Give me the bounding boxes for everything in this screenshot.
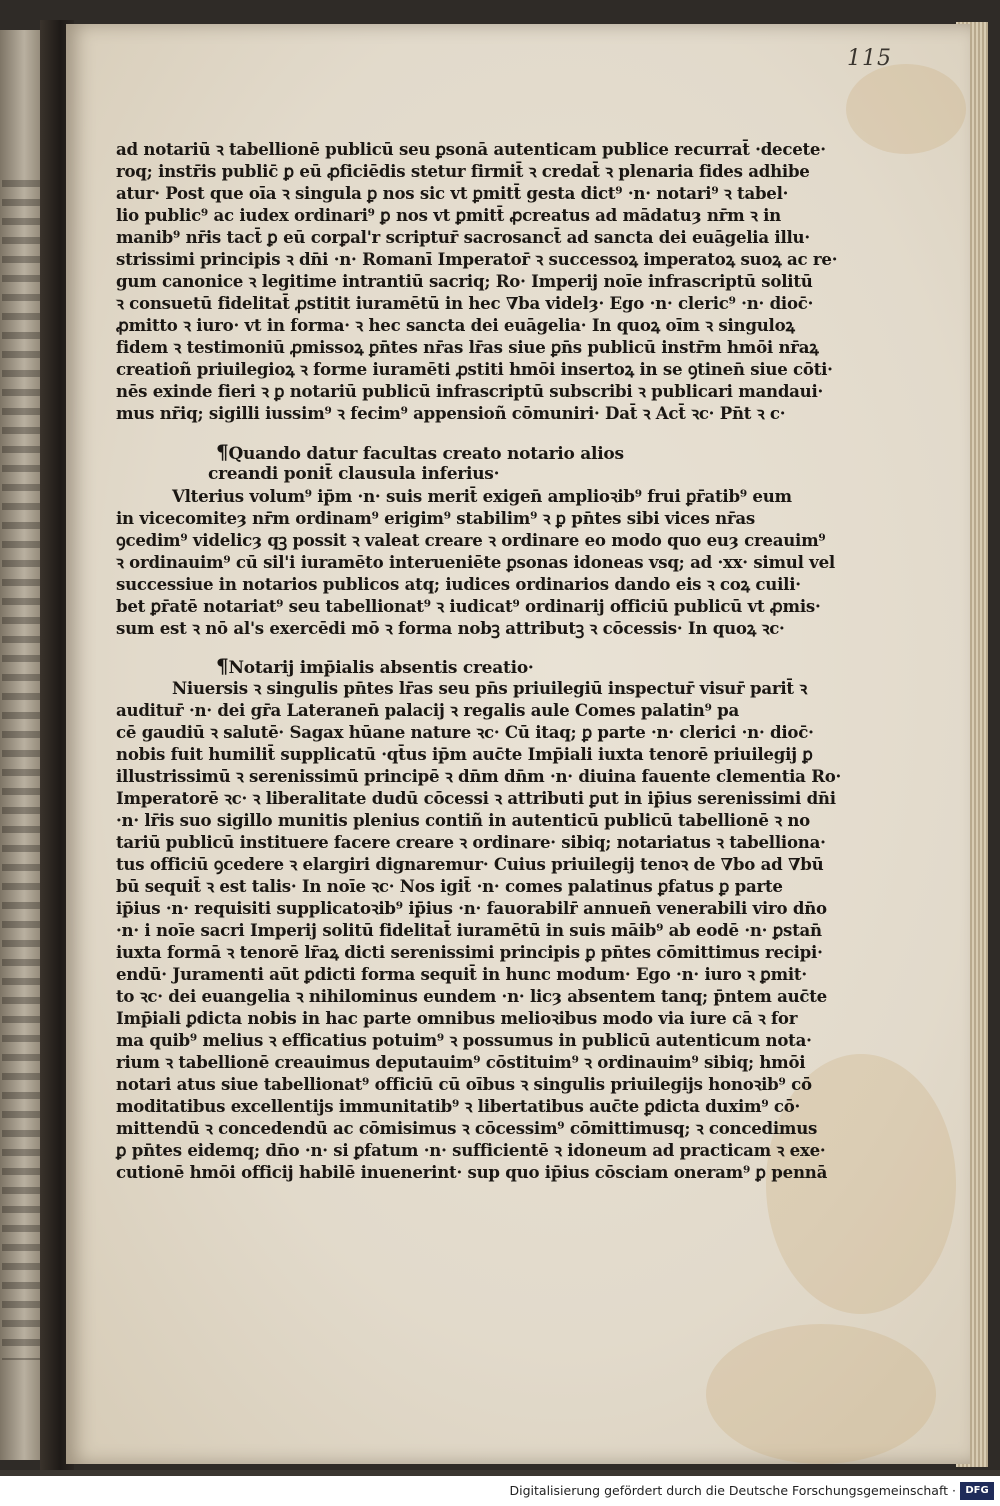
facing-page-edge <box>0 30 44 1460</box>
text-line: ꝓmitto ꝛ iuro· vt in forma· ꝛ hec sancta dei euāgelia· In quoꝝ oīm ꝛ singuloꝝ <box>116 315 795 335</box>
text-line: manib⁹ nr̄is tact̄ ꝑ eū corꝑal'r scriptur̄ sacrosanct̄ ad sancta dei euāgelia illu· <box>116 227 810 247</box>
text-line: mus nr̄iq; sigilli iussim⁹ ꝛ fecim⁹ appensioñ cōmuniri· Dat̄ ꝛ Act̄ ꝛc· Pn̄t ꝛ c· <box>116 403 786 423</box>
text-line: ip̄ius ·n· requisiti supplicatoꝛib⁹ ip̄ius ·n· fauorabilr̄ annuen̄ venerabili viro dn̄o <box>116 898 827 918</box>
section-absent-notary-creation <box>116 654 842 1183</box>
text-line: nobis fuit humilit̄ supplicatū ·qt̄us ip̄m auc̄te Imp̄iali iuxta tenorē priuilegij ꝑ <box>116 744 813 764</box>
text-line: endū· Juramenti aūt ꝑdicti forma sequit̄ in hunc modum· Ego ·n· iuro ꝛ ꝑmit· <box>116 964 807 984</box>
text-line: to ꝛc· dei euangelia ꝛ nihilominus eundem ·n· licȝ absentem tanq; p̄ntem auc̄te <box>116 986 827 1006</box>
pilcrow-icon: ¶ <box>216 440 229 464</box>
heading-text: Notarij imp̄ialis absentis creatio· <box>228 658 534 678</box>
text-line: ꝛ ordinauim⁹ cū sil'i iuramēto interueniēte ꝑsonas idoneas vsq; ad ·xx· simul vel <box>116 552 835 572</box>
text-line: nēs exinde fieri ꝛ ꝑ notariū publicū infrascriptū subscribi ꝛ publicari mandaui· <box>116 381 824 401</box>
section-notary-faculty <box>116 440 835 639</box>
footer-bar <box>0 1476 1000 1506</box>
text-line: Vlterius volum⁹ ip̄m ·n· suis merit̄ exigen̄ amplioꝛib⁹ frui ꝑr̄atib⁹ eum <box>172 486 792 506</box>
text-line: ꝯcedim⁹ videlicȝ qꝫ possit ꝛ valeat creare ꝛ ordinare eo modo quo euȝ creauim⁹ <box>116 530 826 550</box>
text-line: sum est ꝛ nō al's exercēdi mō ꝛ forma nobꝫ attributꝫ ꝛ cōcessis· In quoꝝ ꝛc· <box>116 618 785 638</box>
text-line: ꝛ consuetū fidelitat̄ ꝓstitit iuramētū in hec ∇ba videlȝ· Ego ·n· cleric⁹ ·n· dioc̄· <box>116 293 814 313</box>
text-line: tus officiū ꝯcedere ꝛ elargiri dignaremur· Cuius priuilegij tenoꝛ de ∇bo ad ∇bū <box>116 854 824 874</box>
pilcrow-icon: ¶ <box>216 654 229 678</box>
page-number: 115 <box>847 46 892 71</box>
text-line: roq; instr̄is public̄ ꝑ eū ꝓficiēdis stetur firmit̄ ꝛ credat̄ ꝛ plenaria fides adhibe <box>116 161 810 181</box>
text-line: bū sequit̄ ꝛ est talis· In noīe ꝛc· Nos igit̄ ·n· comes palatinus ꝑfatus ꝑ parte <box>116 876 783 896</box>
text-line: Niuersis ꝛ singulis pn̄tes lr̄as seu pn̄s priuilegiū inspectur̄ visur̄ parit̄ ꝛ <box>172 678 807 698</box>
text-line: Imp̄iali ꝑdicta nobis in hac parte omnibus melioꝛibus modo via iure cā ꝛ for <box>116 1008 798 1028</box>
text-line: illustrissimū ꝛ serenissimū principē ꝛ dn̄m dn̄m ·n· diuina fauente clementia Ro· <box>116 766 842 786</box>
text-line: lio public⁹ ac iudex ordinari⁹ ꝑ nos vt ꝑmitt̄ ꝓcreatus ad mādatuȝ nr̄m ꝛ in <box>116 205 781 225</box>
text-line: ꝑ pn̄tes eidemq; dn̄o ·n· si ꝑfatum ·n· sufficientē ꝛ idoneum ad practicam ꝛ exe· <box>116 1140 826 1160</box>
text-line: fidem ꝛ testimoniū ꝓmissoꝝ ꝑn̄tes nr̄as lr̄as siue ꝑn̄s publicū instr̄m hmōi nr̄aꝝ <box>116 337 819 357</box>
text-line: ·n· i noīe sacri Imperij solitū fidelitat̄ iuramētū in suis māib⁹ ab eodē ·n· ꝑstan̄ <box>116 920 822 940</box>
heading-text: creandi ponit̄ clausula inferius· <box>208 464 500 484</box>
text-line: ad notariū ꝛ tabellionē publicū seu ꝑsonā autenticam publice recurrat̄ ·decete· <box>116 139 826 159</box>
text-line: cutionē hmōi officij habilē inuenerint· sup quo ip̄ius cōsciam oneram⁹ ꝑ pennā <box>116 1162 828 1182</box>
text-line: rium ꝛ tabellionē creauimus deputauim⁹ cōstituim⁹ ꝛ ordinauim⁹ sibiq; hmōi <box>116 1052 806 1072</box>
text-line: strissimi principis ꝛ dn̄i ·n· Romanī Imperator̄ ꝛ successoꝝ imperatoꝝ suoꝝ ac re· <box>116 249 838 269</box>
text-line: tariū publicū instituere facere creare ꝛ ordinare· sibiq; notariatus ꝛ tabelliona· <box>116 832 826 852</box>
text-line: mittendū ꝛ concedendū ac cōmisimus ꝛ cōcessim⁹ cōmittimusq; ꝛ concedimus <box>116 1118 818 1138</box>
text-line: cē gaudiū ꝛ salutē· Sagax hūane nature ꝛc· Cū itaq; ꝑ parte ·n· clerici ·n· dioc̄· <box>116 722 814 742</box>
funding-notice: Digitalisierung gefördert durch die Deutsche Forschungsgemeinschaft · <box>509 1483 956 1498</box>
text-line: ma quib⁹ melius ꝛ efficatius potuim⁹ ꝛ possumus in publicū autenticum nota· <box>116 1030 812 1050</box>
text-line: creatioñ priuilegioꝝ ꝛ forme iuramēti ꝓstiti hmōi insertoꝝ in se ꝯtinen̄ siue cōti· <box>116 359 833 379</box>
text-line: iuxta formā ꝛ tenorē lr̄aꝝ dicti serenissimi principis ꝑ pn̄tes cōmittimus recipi· <box>116 942 823 962</box>
section-heading-line <box>116 655 766 677</box>
text-line: gum canonice ꝛ legitime intrantiū sacriq; Ro· Imperij noīe infrascriptū solitū <box>116 271 813 291</box>
text-line: in vicecomiteȝ nr̄m ordinam⁹ erigim⁹ stabilim⁹ ꝛ ꝑ pn̄tes sibi vices nr̄as <box>116 508 755 528</box>
text-line: auditur̄ ·n· dei gr̄a Lateranen̄ palacij ꝛ regalis aule Comes palatin⁹ pa <box>116 700 740 720</box>
text-line: successiue in notarios publicos atq; iudices ordinarios dando eis ꝛ coꝝ cuili· <box>116 574 801 594</box>
text-line: atur· Post que oīa ꝛ singula ꝑ nos sic vt ꝑmitt̄ gesta dict⁹ ·n· notari⁹ ꝛ tabel· <box>116 183 789 203</box>
dfg-logo: DFG <box>960 1482 994 1500</box>
section-heading-line <box>116 463 766 485</box>
text-line: moditatibus excellentijs immunitatib⁹ ꝛ libertatibus auc̄te ꝑdicta duxim⁹ cō· <box>116 1096 801 1116</box>
text-block-1 <box>116 138 838 424</box>
text-line: notari atus siue tabellionat⁹ officiū cū oībus ꝛ singulis priuilegijs honoꝛib⁹ cō <box>116 1074 812 1094</box>
text-line: bet ꝑr̄atē notariat⁹ seu tabellionat⁹ ꝛ iudicat⁹ ordinarij officiū publicū vt ꝓmis· <box>116 596 821 616</box>
text-line: ·n· lr̄is suo sigillo munitis plenius contiñ in autenticū publicū tabellionē ꝛ no <box>116 810 810 830</box>
section-heading-line <box>116 441 766 463</box>
text-line: Imperatorē ꝛc· ꝛ liberalitate dudū cōcessi ꝛ attributi ꝑut in ip̄ius serenissimi dn̄i <box>116 788 836 808</box>
heading-text: Quando datur facultas creato notario alios <box>228 444 624 464</box>
